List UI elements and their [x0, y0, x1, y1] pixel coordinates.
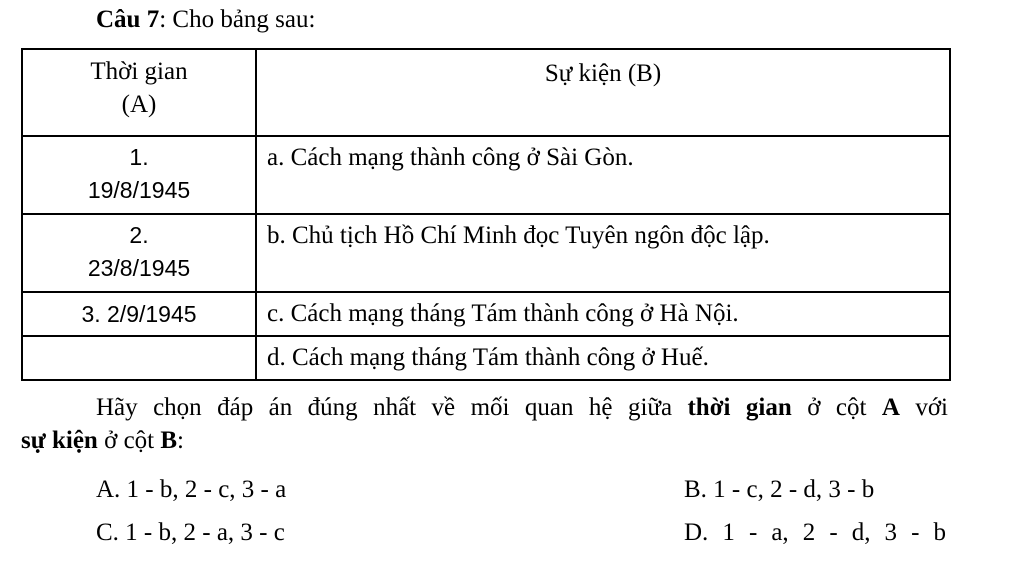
option-c[interactable]: C. 1 - b, 2 - a, 3 - c [96, 519, 285, 546]
event-cell: a. Cách mạng thành công ở Sài Gòn. [256, 136, 950, 214]
option-d[interactable]: D. 1 - a, 2 - d, 3 - b [684, 519, 946, 546]
option-a[interactable]: A. 1 - b, 2 - c, 3 - a [96, 476, 287, 503]
event-cell: b. Chủ tịch Hồ Chí Minh đọc Tuyên ngôn độc lập. [256, 214, 950, 292]
table-row [22, 214, 950, 292]
prompt-text: : [177, 427, 184, 454]
time-index: 2. [129, 222, 149, 248]
header-time-label: Thời gian [90, 58, 188, 85]
prompt-emphasis-time: thời gian [687, 394, 792, 421]
prompt-emphasis-col-b: B [160, 427, 178, 454]
header-event-label: Sự kiện (B) [544, 60, 662, 87]
question-heading [96, 6, 315, 34]
prompt-line-2 [21, 427, 184, 455]
table-row [22, 292, 950, 336]
prompt-text: ở cột [97, 427, 161, 454]
time-date: 19/8/1945 [87, 177, 191, 203]
table-header-row [22, 49, 950, 136]
event-cell: c. Cách mạng tháng Tám thành công ở Hà Nội. [256, 292, 950, 336]
matching-table [21, 48, 951, 381]
prompt-emphasis-event: sự kiện [21, 427, 98, 454]
time-cell [22, 292, 256, 336]
prompt-text: với [899, 394, 948, 421]
event-cell: d. Cách mạng tháng Tám thành công ở Huế. [256, 336, 950, 380]
prompt-emphasis-col-a: A [881, 394, 900, 421]
table-row [22, 336, 950, 380]
header-time-column [22, 49, 256, 136]
table-row [22, 136, 950, 214]
time-index: 1. [129, 144, 149, 170]
question-intro: : Cho bảng sau: [159, 6, 316, 33]
prompt-line-1 [96, 394, 948, 422]
question-number: Câu 7 [96, 6, 160, 33]
prompt-text: Hãy chọn đáp án đúng nhất về mối quan hệ giữa [96, 394, 688, 421]
header-time-sub: (A) [121, 91, 157, 118]
time-date: 23/8/1945 [87, 255, 191, 281]
prompt-text: ở cột [791, 394, 882, 421]
time-cell [22, 214, 256, 292]
option-b[interactable]: B. 1 - c, 2 - d, 3 - b [684, 476, 875, 503]
time-index: 3. 2/9/1945 [81, 301, 197, 327]
time-cell [22, 136, 256, 214]
time-cell [22, 336, 256, 380]
header-event-column [256, 49, 950, 136]
